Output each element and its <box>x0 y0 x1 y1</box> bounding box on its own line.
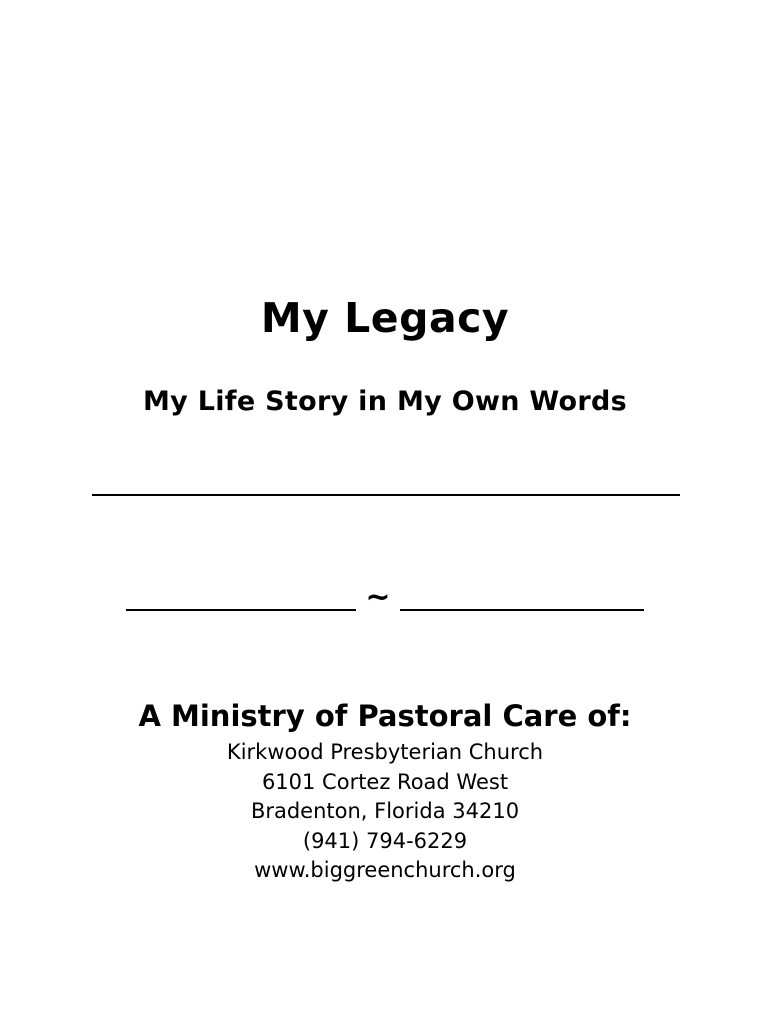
life-dates-row <box>0 580 770 620</box>
church-street: 6101 Cortez Road West <box>261 769 509 794</box>
document-subtitle: My Life Story in My Own Words <box>142 386 628 417</box>
church-website: www.biggreenchurch.org <box>254 858 516 882</box>
document-title: My Legacy <box>260 294 510 342</box>
ministry-heading: A Ministry of Pastoral Care of: <box>138 699 632 733</box>
church-name: Kirkwood Presbyterian Church <box>226 740 544 764</box>
date-separator: ~ <box>365 580 391 615</box>
death-date-blank-line <box>400 609 644 611</box>
name-blank-line <box>92 494 680 496</box>
church-address-block <box>0 738 770 886</box>
church-city-state-zip: Bradenton, Florida 34210 <box>250 799 520 823</box>
church-phone: (941) 794-6229 <box>302 828 468 853</box>
birth-date-blank-line <box>126 609 356 611</box>
